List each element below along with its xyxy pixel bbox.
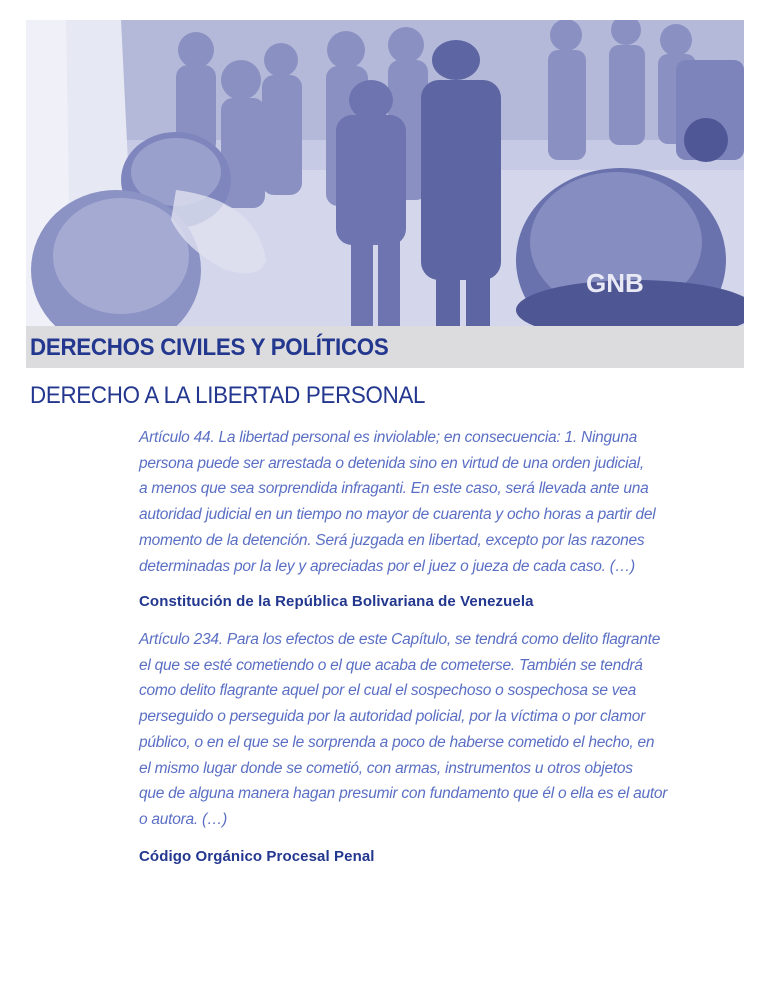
quote-source-copp: Código Orgánico Procesal Penal (139, 848, 375, 865)
header-photo-illustration (26, 20, 744, 326)
section-title: DERECHOS CIVILES Y POLÍTICOS (30, 334, 389, 361)
quote-source-constitution: Constitución de la República Bolivariana de Venezuela (139, 593, 534, 610)
quote-line: público, o en el que se le sorprenda a poco de haberse cometido el hecho, en (139, 733, 655, 751)
quote-line: como delito flagrante aquel por el cual el sospechoso o sospechosa se vea (139, 682, 637, 700)
quote-article-234 (139, 627, 739, 833)
quote-line: autoridad judicial en un tiempo no mayor de cuarenta y ocho horas a partir del (139, 506, 656, 524)
quote-line: determinadas por la ley y apreciadas por el juez o jueza de cada caso. (…) (139, 557, 635, 575)
subsection-title: DERECHO A LA LIBERTAD PERSONAL (30, 382, 426, 409)
quote-line: el que se esté cometiendo o el que acaba de cometerse. También se tendrá (139, 656, 643, 674)
quote-line: persona puede ser arrestada o detenida sino en virtud de una orden judicial, (139, 454, 644, 472)
quote-line: perseguido o perseguida por la autoridad policial, por la víctima o por clamor (139, 708, 646, 726)
helmet-gnb-label: GNB (586, 268, 644, 298)
quote-line: Artículo 234. Para los efectos de este Capítulo, se tendrá como delito flagrante (139, 631, 661, 648)
quote-line: a menos que sea sorprendida infraganti. En este caso, será llevada ante una (139, 480, 649, 498)
quote-line: o autora. (…) (139, 810, 228, 828)
quote-line: momento de la detención. Será juzgada en libertad, excepto por las razones (139, 531, 645, 549)
quote-article-44 (139, 425, 739, 579)
quote-line: que de alguna manera hagan presumir con fundamento que él o ella es el autor (139, 785, 668, 803)
header-photo (26, 20, 744, 326)
quote-line: Artículo 44. La libertad personal es inviolable; en consecuencia: 1. Ninguna (139, 429, 637, 446)
quote-line: el mismo lugar donde se cometió, con armas, instrumentos u otros objetos (139, 759, 633, 777)
